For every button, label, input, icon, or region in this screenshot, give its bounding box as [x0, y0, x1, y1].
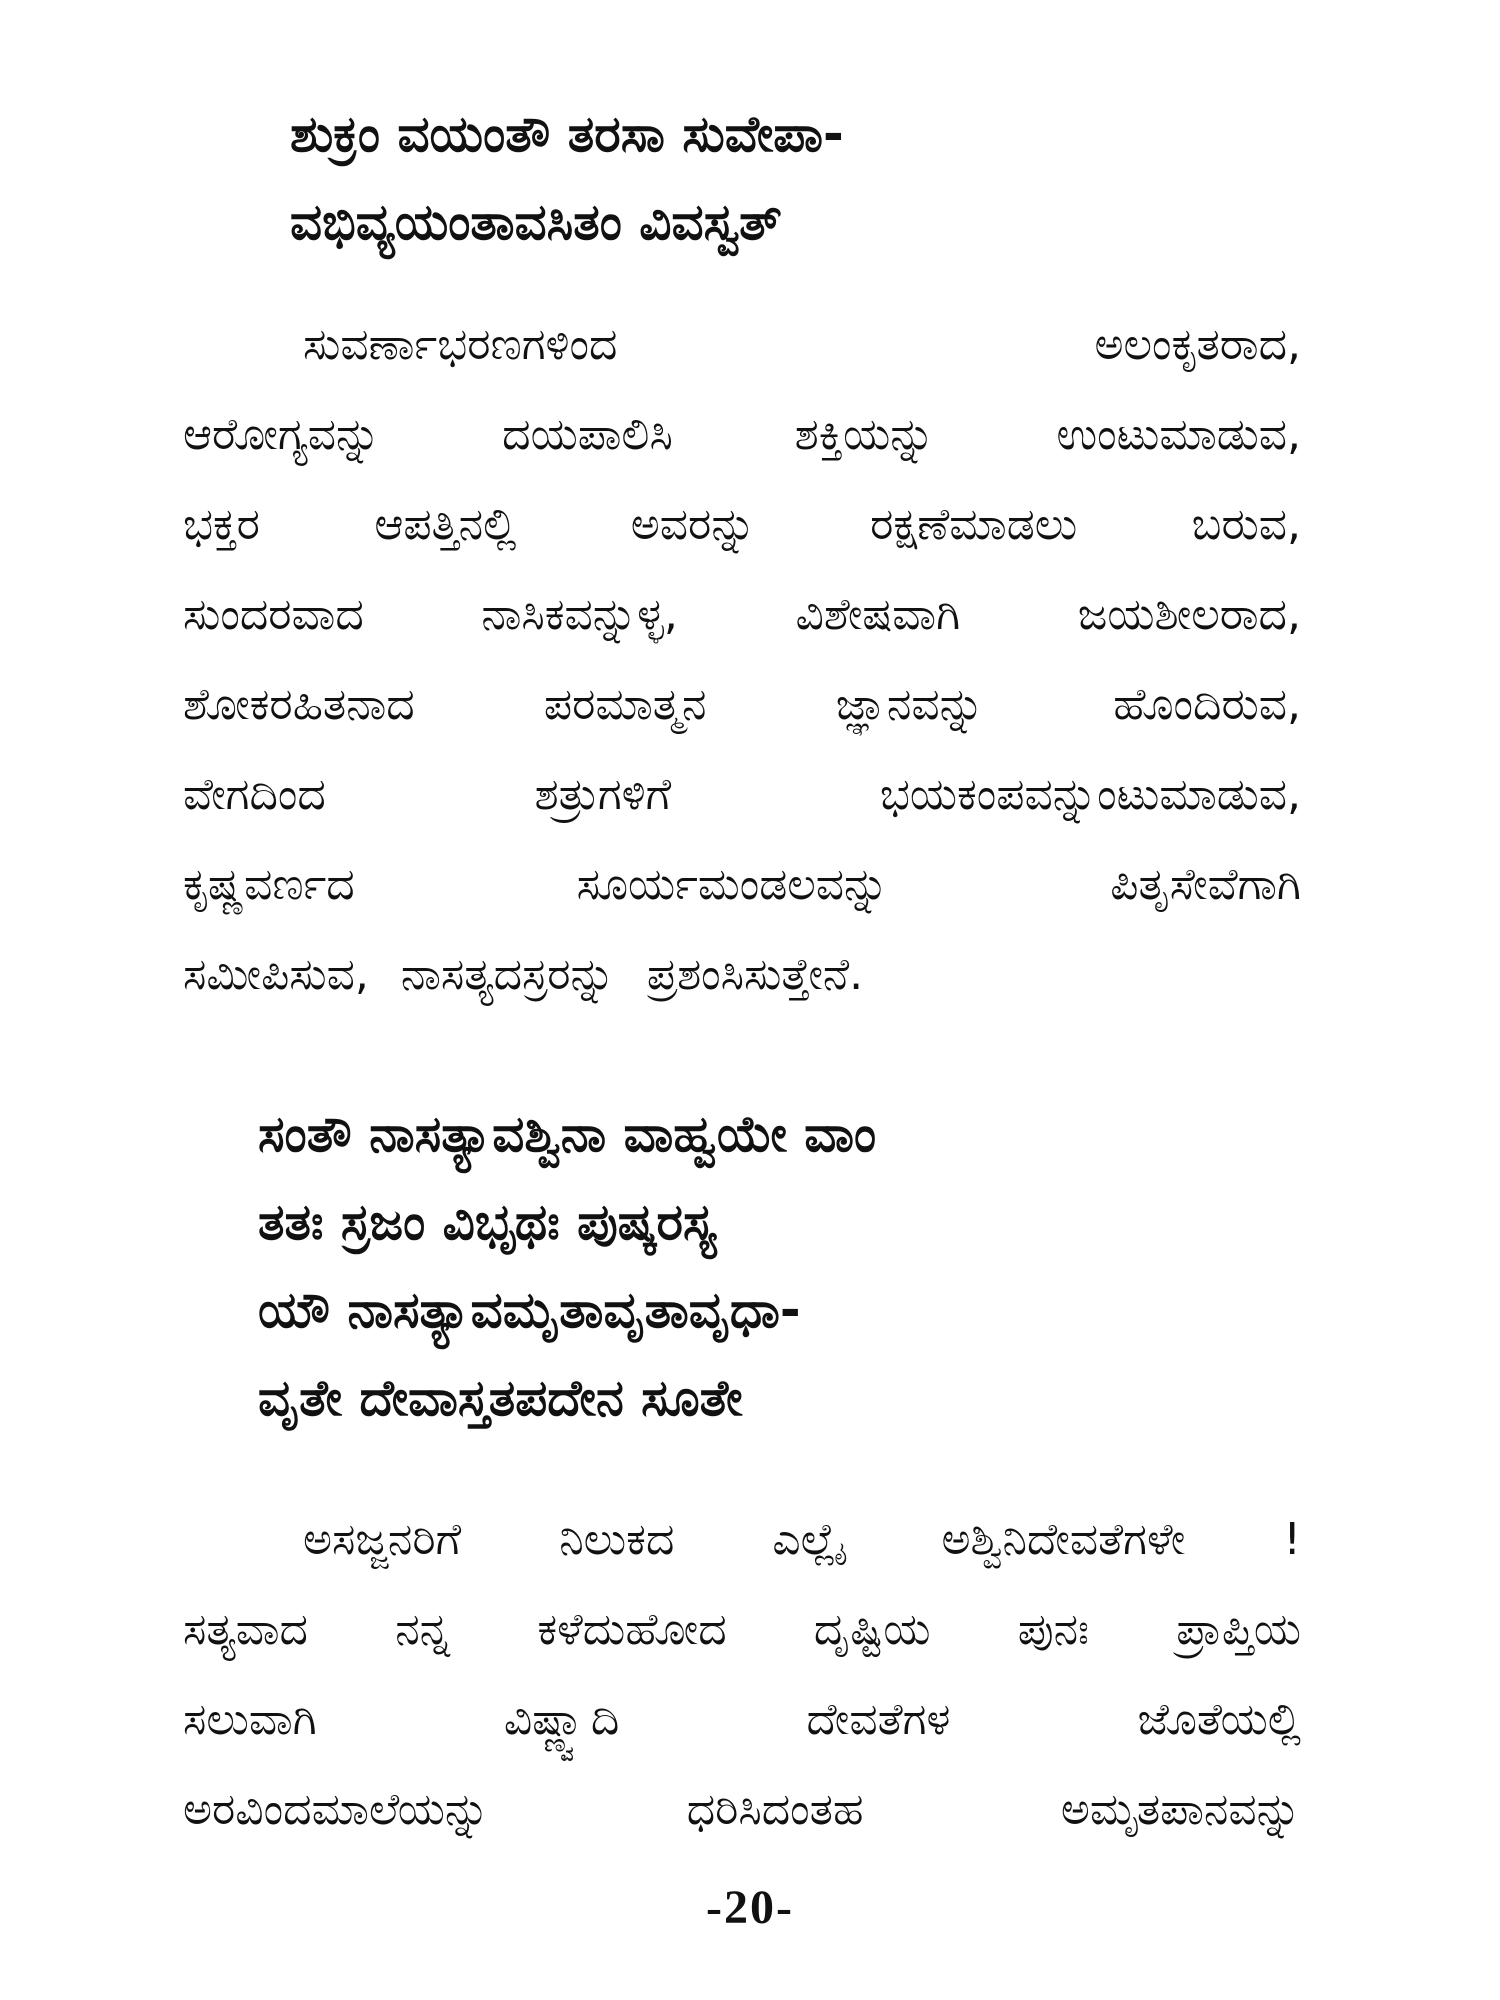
paragraph-line	[183, 390, 1301, 480]
verse-line: ತತಃ ಸ್ರಜಂ ವಿಭೃಥಃ ಪುಷ್ಕರಸ್ಯ	[258, 1193, 717, 1251]
verse-line: ಸಂತೌ ನಾಸತ್ಯಾವಶ್ವಿನಾ ವಾಹ್ವಯೇ ವಾಂ	[258, 1105, 877, 1163]
paragraph-line	[183, 1675, 1301, 1765]
paragraph-line	[183, 1765, 1301, 1855]
paragraph-line	[183, 840, 1301, 930]
word: ಸುಂದರವಾದ	[183, 589, 364, 640]
word: ಶೋಕರಹಿತನಾದ	[183, 679, 415, 730]
paragraph-1	[183, 300, 1301, 1020]
verse-line: ಶುಕ್ರಂ ವಯಂತೌ ತರಸಾ ಸುವೇಪಾ-	[290, 105, 844, 163]
word: ಬರುವ,	[1191, 499, 1301, 550]
word: ಕೃಷ್ಣವರ್ಣದ	[183, 859, 355, 910]
word: ಸಲುವಾಗಿ	[183, 1694, 317, 1745]
word: ನಿಲುಕದ	[559, 1514, 675, 1565]
verse-block-1	[290, 90, 844, 266]
word: ಎಲ್ಲೈ	[772, 1514, 844, 1565]
verse-line: ಯೌ ನಾಸತ್ಯಾವಮೃತಾವೃತಾವೃಧಾ-	[258, 1281, 801, 1339]
paragraph-line	[183, 660, 1301, 750]
word: ನನ್ನ	[395, 1604, 451, 1655]
verse-line: ವೃತೇ ದೇವಾಸ್ತತಪದೇನ ಸೂತೇ	[258, 1369, 743, 1427]
word: ಜಯಶೀಲರಾದ,	[1077, 589, 1301, 640]
word: ಪರಮಾತ್ಮನ	[543, 679, 707, 730]
paragraph-2	[183, 1495, 1301, 1855]
word: ಪುನಃ	[1017, 1604, 1089, 1655]
word: ಆಪತ್ತಿನಲ್ಲಿ	[374, 499, 517, 550]
word: ಕಳೆದುಹೋದ	[537, 1604, 727, 1655]
word: ಅಶ್ವಿನಿದೇವತೆಗಳೇ	[941, 1514, 1186, 1565]
word: ಶಕ್ತಿಯನ್ನು	[794, 409, 935, 460]
paragraph-line	[183, 480, 1301, 570]
word: ಧರಿಸಿದಂತಹ	[686, 1784, 864, 1835]
word: ವಿಶೇಷವಾಗಿ	[795, 589, 961, 640]
word: ವಿಷ್ಣ್ವಾದಿ	[503, 1694, 620, 1745]
word: ವೇಗದಿಂದ	[183, 769, 326, 820]
word: ಅವರನ್ನು	[630, 499, 756, 550]
paragraph-line	[183, 1585, 1301, 1675]
paragraph-line	[183, 1495, 1301, 1585]
word: ದಯಪಾಲಿಸಿ	[502, 409, 673, 460]
word: !	[1283, 1514, 1301, 1565]
word: ಸುವರ್ಣಾಭರಣಗಳಿಂದ	[303, 319, 618, 370]
word: ಭಯಕಂಪವನ್ನುಂಟುಮಾಡುವ,	[879, 769, 1301, 820]
word: ಸತ್ಯವಾದ	[183, 1604, 308, 1655]
word: ದೇವತೆಗಳ	[806, 1694, 951, 1745]
word: ಹೊಂದಿರುವ,	[1113, 679, 1301, 730]
word: ಸೂರ್ಯಮಂಡಲವನ್ನು	[576, 859, 889, 910]
paragraph-line	[183, 300, 1301, 390]
word: ಶತ್ರುಗಳಿಗೆ	[534, 769, 672, 820]
paragraph-line	[183, 570, 1301, 660]
paragraph-line: ಸಮೀಪಿಸುವ, ನಾಸತ್ಯದಸ್ರರನ್ನು ಪ್ರಶಂಸಿಸುತ್ತೇನೆ.	[183, 949, 864, 1000]
word: ಆರೋಗ್ಯವನ್ನು	[183, 409, 381, 460]
verse-block-2	[258, 1090, 876, 1442]
word: ಭಕ್ತರ	[183, 499, 260, 550]
word: ಅಲಂಕೃತರಾದ,	[1094, 319, 1301, 370]
word: ಜೊತೆಯಲ್ಲಿ	[1137, 1694, 1301, 1745]
word: ದೃಷ್ಟಿಯ	[813, 1604, 931, 1655]
word: ಅಸಜ್ಜನರಿಗೆ	[303, 1514, 462, 1565]
paragraph-line	[183, 750, 1301, 840]
page-number: -20-	[706, 1881, 794, 1934]
word: ಜ್ಞಾನವನ್ನು	[835, 679, 985, 730]
word: ಅರವಿಂದಮಾಲೆಯನ್ನು	[183, 1784, 490, 1835]
word: ಉಂಟುಮಾಡುವ,	[1056, 409, 1301, 460]
verse-line: ವಭಿವ್ಯಯಂತಾವಸಿತಂ ವಿವಸ್ವತ್	[290, 193, 782, 251]
word: ನಾಸಿಕವನ್ನುಳ್ಳ,	[481, 589, 678, 640]
word: ಪ್ರಾಪ್ತಿಯ	[1176, 1604, 1301, 1655]
word: ಪಿತೃಸೇವೆಗಾಗಿ	[1110, 859, 1301, 910]
word: ರಕ್ಷಣೆಮಾಡಲು	[870, 499, 1078, 550]
word: ಅಮೃತಪಾನವನ್ನು	[1060, 1784, 1301, 1835]
